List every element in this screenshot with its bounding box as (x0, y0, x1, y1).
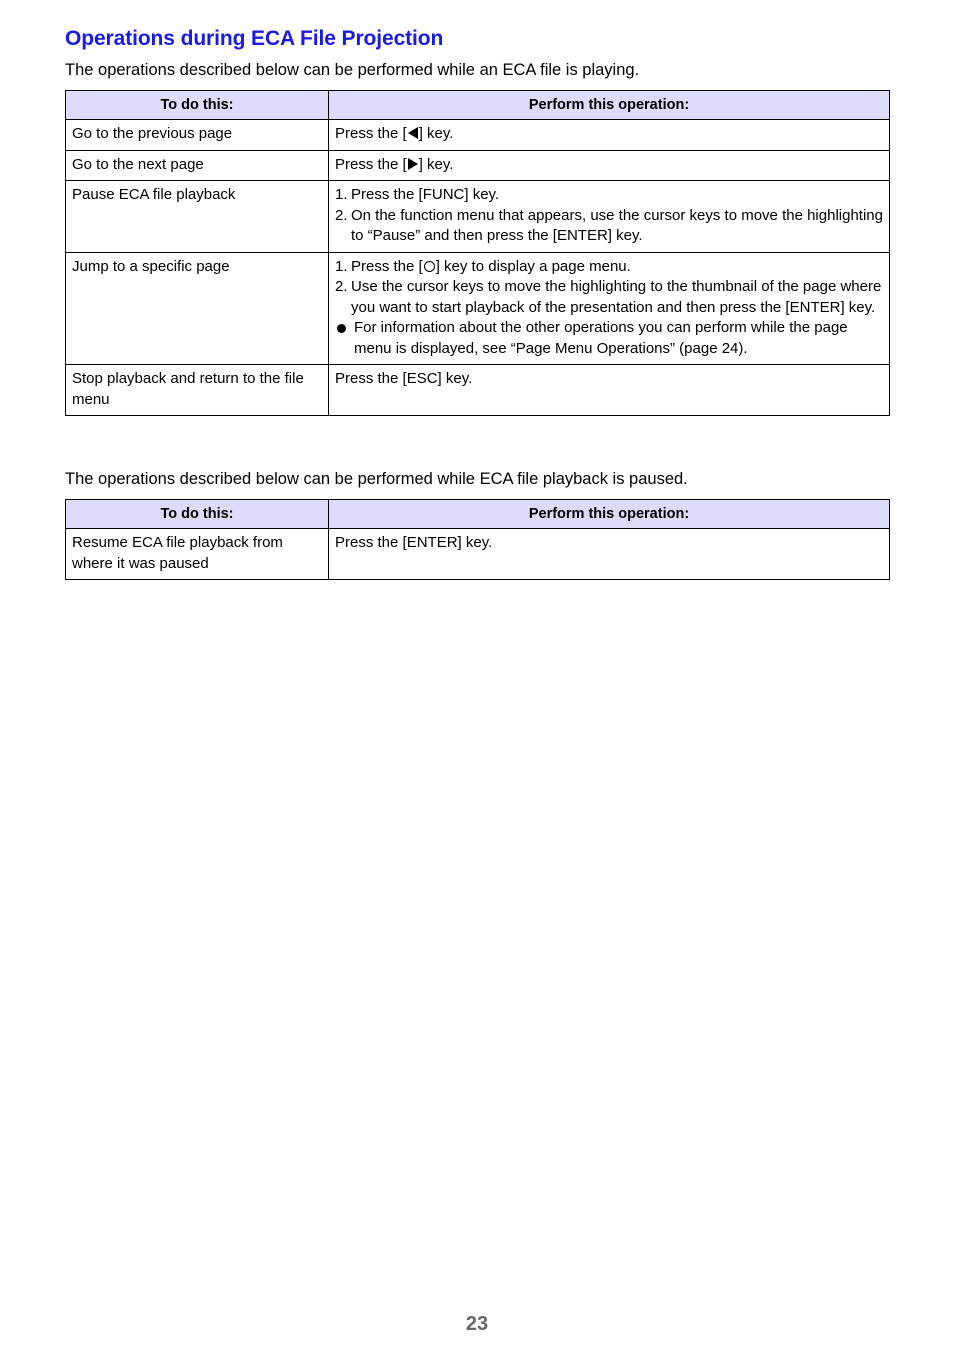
step-text: Use the cursor keys to move the highlighting to the thumbnail of the page where you want to start playback of the presentation and then press the [ENTER] key. (351, 278, 882, 316)
task-cell: Pause ECA file playback (66, 181, 329, 253)
task-cell: Go to the previous page (66, 120, 329, 151)
page-number: 23 (465, 1313, 489, 1335)
table-row (66, 252, 890, 365)
column-header-task: To do this: (66, 500, 329, 529)
left-triangle-key-icon (408, 127, 418, 139)
right-triangle-key-icon (408, 158, 418, 170)
table-row (66, 150, 890, 181)
task-cell: Go to the next page (66, 150, 329, 181)
step-list (335, 257, 883, 360)
table-row (66, 181, 890, 253)
step-number: 1. (335, 186, 348, 203)
step-number: 2. (335, 278, 348, 295)
table-row (66, 529, 890, 580)
note-text: For information about the other operations you can perform while the page menu is displayed, see “Page Menu Operations” (page 24). (354, 319, 848, 357)
table-row (66, 120, 890, 151)
step-text: On the function menu that appears, use the cursor keys to move the highlighting to “Pause” and then press the [ENTER] key. (351, 206, 883, 244)
step-item (335, 185, 883, 206)
intro-paragraph-playing: The operations described below can be performed while an ECA file is playing. (65, 61, 640, 79)
column-header-task: To do this: (66, 91, 329, 120)
column-header-operation: Perform this operation: (329, 91, 890, 120)
step-item (335, 206, 883, 247)
operation-text: ] key. (418, 155, 454, 173)
step-number: 2. (335, 206, 348, 224)
operation-text: Press the [ (335, 125, 407, 142)
operation-cell (329, 252, 890, 365)
operation-cell (329, 120, 890, 151)
step-item (335, 257, 883, 278)
table-header-row (66, 500, 890, 529)
step-text: Press the [ (351, 257, 423, 275)
operation-cell (329, 150, 890, 181)
column-header-operation: Perform this operation: (329, 500, 890, 529)
page-title: Operations during ECA File Projection (65, 27, 444, 50)
step-text: ] key to display a page menu. (435, 257, 631, 275)
step-number: 1. (335, 257, 348, 275)
paused-operations-table (65, 499, 890, 580)
operation-text: ] key. (418, 125, 454, 142)
note-item (335, 318, 883, 359)
operation-text: Press the [ (335, 155, 407, 173)
operation-cell: Press the [ENTER] key. (329, 529, 890, 580)
task-cell: Jump to a specific page (66, 252, 329, 365)
step-text: Press the [FUNC] key. (351, 186, 500, 203)
table-row (66, 365, 890, 416)
playing-operations-table (65, 90, 890, 416)
operation-cell (329, 181, 890, 253)
circle-key-icon (424, 261, 435, 272)
intro-paragraph-paused: The operations described below can be performed while ECA file playback is paused. (65, 470, 688, 488)
task-cell: Stop playback and return to the file menu (66, 365, 329, 416)
step-item (335, 277, 883, 318)
operation-cell: Press the [ESC] key. (329, 365, 890, 416)
table-header-row (66, 91, 890, 120)
task-cell: Resume ECA file playback from where it was paused (66, 529, 329, 580)
step-list (335, 185, 883, 247)
bullet-dot-icon (337, 324, 346, 333)
